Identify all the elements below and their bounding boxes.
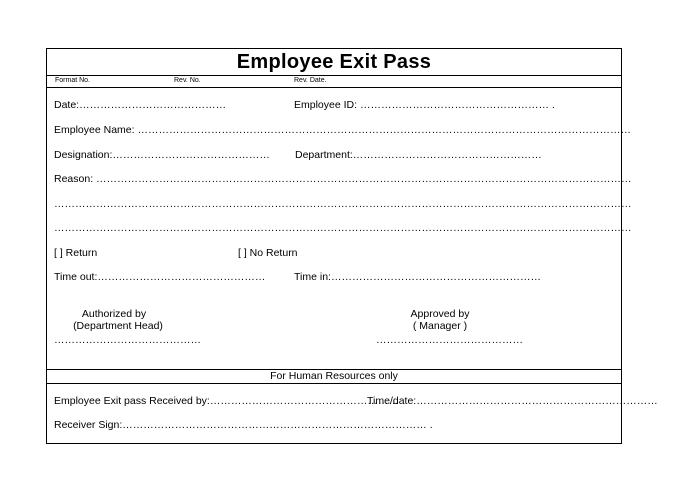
approved-by-label: Approved by: [410, 308, 470, 320]
time-out-field[interactable]: Time out:…………………………………………: [54, 271, 266, 283]
time-date-field[interactable]: Time/date:……………………………………………………………: [367, 395, 658, 407]
employee-name-field[interactable]: Employee Name: ……………………………………………………………………………………………………………………………: [54, 124, 631, 136]
designation-field[interactable]: Designation:………………………………………: [54, 149, 270, 161]
hr-heading-divider: [47, 383, 621, 384]
authorized-by-label: Authorized by: [81, 308, 147, 320]
rev-no-label: Rev. No.: [174, 77, 201, 84]
exit-pass-form: [46, 48, 658, 444]
reason-field[interactable]: Reason: ………………………………………………………………………………………………………………………………………: [54, 173, 632, 185]
department-field[interactable]: Department:………………………………………………: [295, 149, 542, 161]
employee-id-field[interactable]: Employee ID: ……………………………………………… .: [294, 99, 555, 111]
department-head-label: (Department Head): [73, 320, 163, 332]
approved-signature-line[interactable]: ……………………………………: [376, 334, 523, 346]
reason-line-2[interactable]: …………………………………………………………………………………………………………………………………………………: [54, 198, 632, 210]
no-return-checkbox[interactable]: [ ] No Return: [238, 247, 298, 259]
receiver-sign-field[interactable]: Receiver Sign:…………………………………………………………………………… .: [54, 419, 433, 431]
return-checkbox[interactable]: [ ] Return: [54, 247, 98, 259]
date-field[interactable]: Date:……………………………………: [54, 99, 227, 111]
authorized-signature-line[interactable]: ……………………………………: [54, 334, 201, 346]
rev-date-label: Rev. Date.: [294, 77, 327, 84]
reason-line-3[interactable]: …………………………………………………………………………………………………………………………………………………: [54, 222, 632, 234]
hr-section-heading: For Human Resources only: [270, 370, 398, 382]
manager-label: ( Manager ): [412, 320, 468, 332]
title-divider: [47, 75, 621, 76]
time-in-field[interactable]: Time in:……………………………………………………: [294, 271, 541, 283]
form-title: Employee Exit Pass: [236, 51, 432, 73]
meta-divider: [47, 87, 621, 88]
format-no-label: Format No.: [55, 77, 91, 84]
received-by-field[interactable]: Employee Exit pass Received by:………………………………………………: [54, 395, 399, 407]
